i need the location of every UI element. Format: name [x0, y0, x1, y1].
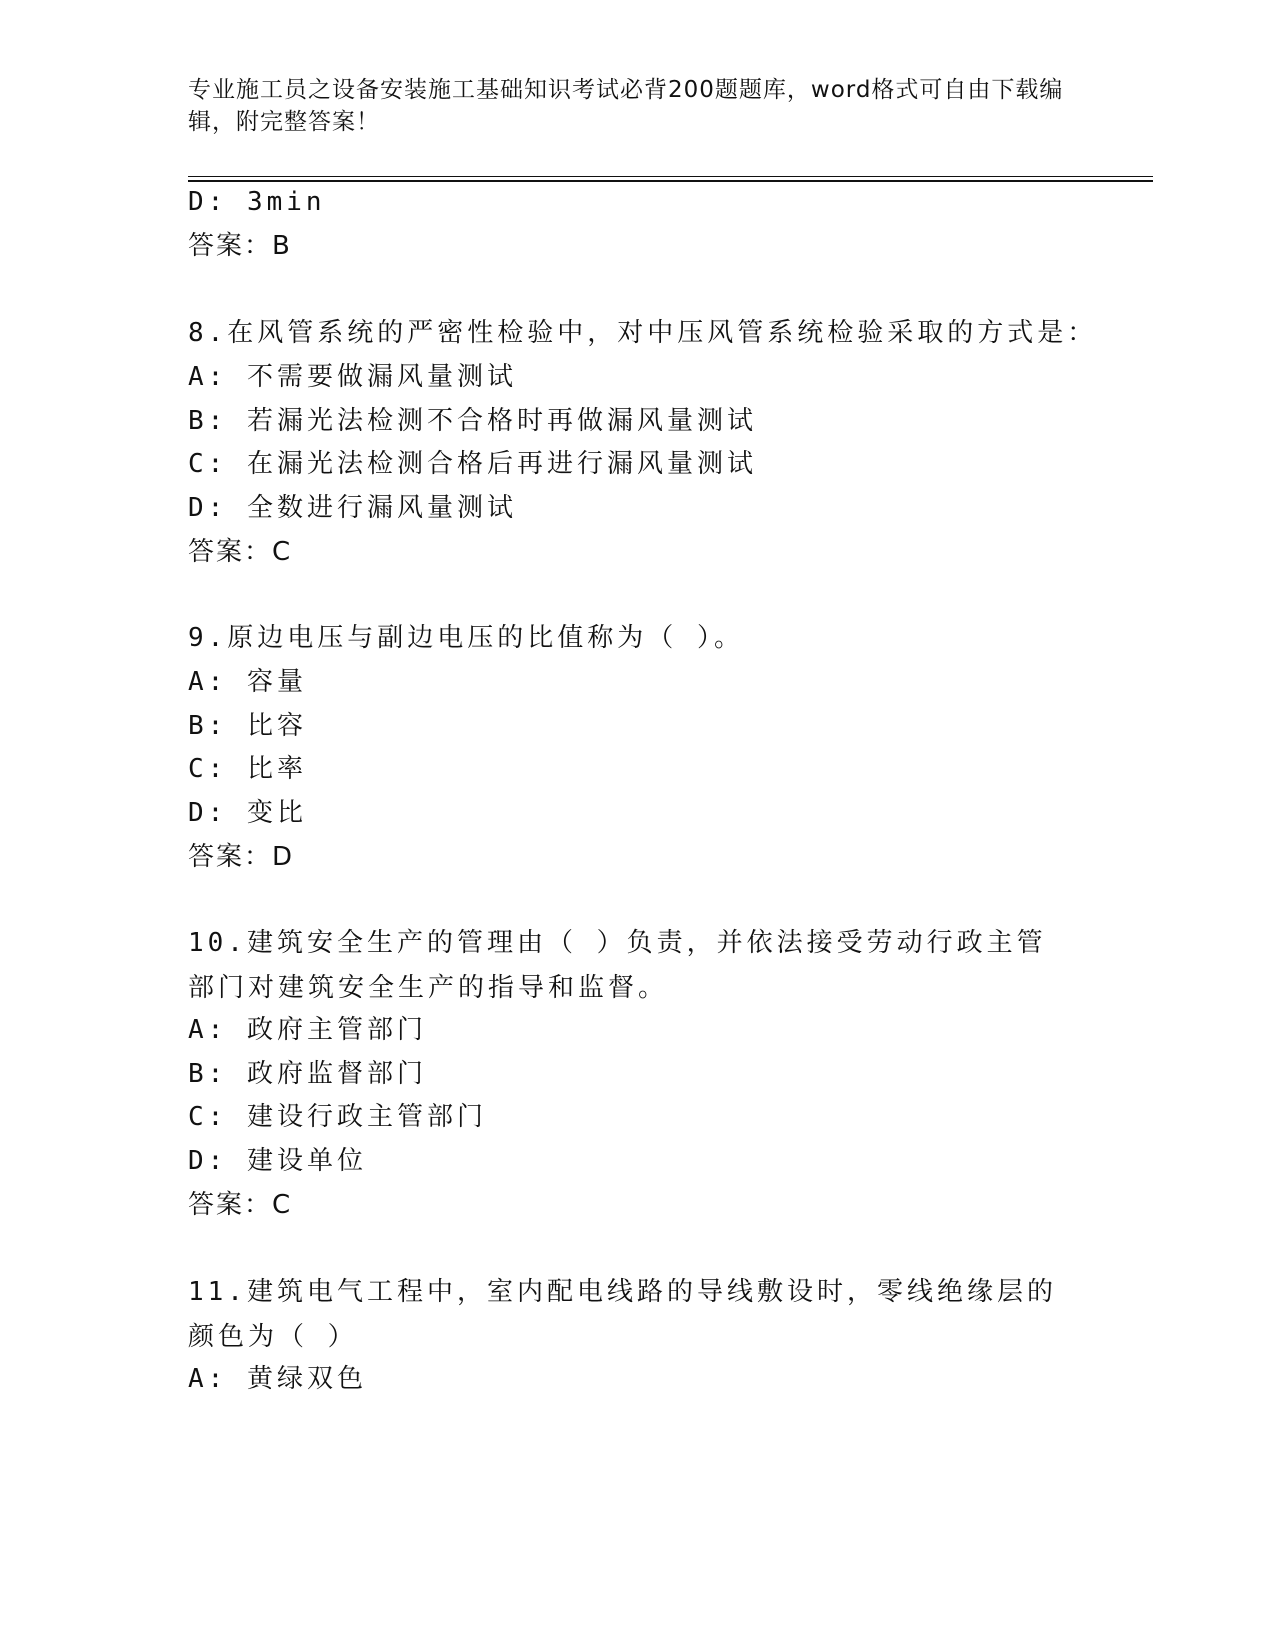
q10-option-b: B: 政府监督部门	[188, 1059, 427, 1089]
q10-option-c: C: 建设行政主管部门	[188, 1102, 487, 1132]
q7-answer: 答案：B	[188, 231, 292, 261]
q8-option-b: B: 若漏光法检测不合格时再做漏风量测试	[188, 406, 757, 436]
q10-stem: 10.建筑安全生产的管理由（ ）负责，并依法接受劳动行政主管部门对建筑安全生产的指导和监督。	[188, 928, 1047, 1003]
q11-stem: 11.建筑电气工程中，室内配电线路的导线敷设时，零线绝缘层的颜色为（ ）	[188, 1277, 1057, 1352]
q9-option-c: C: 比率	[188, 754, 307, 784]
q10-answer: 答案：C	[188, 1190, 293, 1220]
document-header: 专业施工员之设备安装施工基础知识考试必背200题题库，word格式可自由下载编辑，附完整答案！	[188, 77, 1064, 135]
q9-option-d: D: 变比	[188, 798, 307, 828]
q10-option-d: D: 建设单位	[188, 1146, 367, 1176]
q8-option-c: C: 在漏光法检测合格后再进行漏风量测试	[188, 449, 757, 479]
q8-option-d: D: 全数进行漏风量测试	[188, 493, 517, 523]
q8-answer: 答案：C	[188, 537, 293, 567]
q9-answer: 答案：D	[188, 842, 295, 872]
q8-stem: 8.在风管系统的严密性检验中，对中压风管系统检验采取的方式是：	[188, 318, 1098, 348]
q9-option-a: A: 容量	[188, 667, 307, 697]
q11-option-a: A: 黄绿双色	[188, 1364, 367, 1394]
header-divider-thick	[188, 180, 1153, 182]
q9-stem: 9.原边电压与副边电压的比值称为（ ）。	[188, 623, 744, 653]
header-divider-thin	[188, 176, 1153, 177]
q7-option-d: D: 3min	[188, 187, 326, 217]
q8-option-a: A: 不需要做漏风量测试	[188, 362, 517, 392]
q10-option-a: A: 政府主管部门	[188, 1015, 427, 1045]
q9-option-b: B: 比容	[188, 711, 307, 741]
